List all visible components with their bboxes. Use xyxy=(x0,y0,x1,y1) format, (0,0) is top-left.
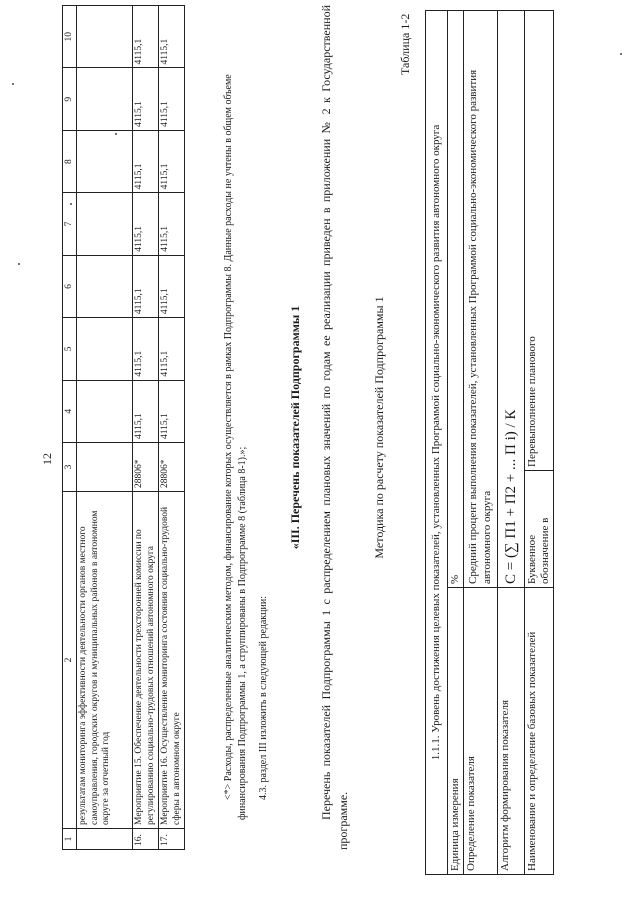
scan-speck xyxy=(70,203,72,205)
row-value: % xyxy=(448,11,464,588)
header-cell: 10 xyxy=(63,6,77,68)
row-description: Мероприятие 15. Обеспечение деятельности трехсторонней комиссии по регулированию социально-трудовых отношений автономного округа xyxy=(133,492,159,829)
row-value: Буквенное обозначение в xyxy=(524,471,553,588)
row-number: 16. xyxy=(133,829,159,850)
header-cell: 7 xyxy=(63,193,77,255)
header-cell: 2 xyxy=(63,492,77,829)
row-value: 4115,1 xyxy=(133,6,159,68)
row-value: 4115,1 xyxy=(159,6,185,68)
table-row xyxy=(426,11,448,875)
table-row xyxy=(524,11,553,875)
header-cell: 5 xyxy=(63,318,77,380)
table-row xyxy=(133,6,159,850)
intro-paragraph: Перечень показателей Подпрограммы 1 с распределением плановых значений по годам ее реализации приведен в приложении № 2 к Государственной программе. xyxy=(319,5,351,850)
header-cell: 8 xyxy=(63,130,77,192)
row-value: 4115,1 xyxy=(159,318,185,380)
section-title: «III. Перечень показателей Подпрограммы 1 xyxy=(288,305,302,550)
row-total: 28806* xyxy=(159,443,185,492)
row-label: Единица измерения xyxy=(448,588,464,875)
row-description: Мероприятие 16. Осуществление мониторинга состояния социально-трудовой сферы в автономном округе xyxy=(159,492,185,829)
indicator-table xyxy=(425,10,554,875)
header-cell: 3 xyxy=(63,443,77,492)
table-row xyxy=(448,11,464,875)
formula: C = (∑ П1 + П2 + ... П i) / К xyxy=(497,11,524,588)
row-label: Определение показателя xyxy=(464,588,497,875)
table-row xyxy=(497,11,524,875)
scan-speck xyxy=(12,83,14,85)
indicator-title: 1.1.1. Уровень достижения целевых показателей, установленных Программой социально-экономического развития автономного округа xyxy=(426,11,448,875)
footnote: <*> Расходы, распределенные аналитическим методом, финансирование которых осуществляется в рамках Подпрограммы 8. Данные расходы не учтены в общем объеме финансирования Подпрограммы 1, а сгруппированы в Подпрограмме 8 (таблица 8-1).»; xyxy=(223,74,248,820)
header-cell: 1 xyxy=(63,829,77,850)
header-cell: 9 xyxy=(63,68,77,130)
table-row xyxy=(159,6,185,850)
row-value: 4115,1 xyxy=(133,255,159,317)
scan-speck xyxy=(115,133,117,135)
row-label: Алгоритм формирования показателя xyxy=(497,588,524,875)
row-description: результатам мониторинга эффективности деятельности органов местного самоуправления, городских округов и муниципальных районов в автономном округе за отчетный год xyxy=(77,492,133,829)
row-value: 4115,1 xyxy=(133,130,159,192)
methodology-title: Методика по расчету показателей Подпрограммы 1 xyxy=(372,296,386,559)
financing-table xyxy=(62,5,185,850)
row-value: 4115,1 xyxy=(133,68,159,130)
scan-speck xyxy=(18,263,20,265)
row-number: 17. xyxy=(159,829,185,850)
table-row xyxy=(464,11,497,875)
table-header-row xyxy=(63,6,77,850)
row-value: 4115,1 xyxy=(133,193,159,255)
row-value: 4115,1 xyxy=(159,193,185,255)
row-value: Средний процент выполнения показателей, установленных Программой социально-экономического развития автономного округа xyxy=(464,11,497,588)
header-cell: 4 xyxy=(63,380,77,442)
row-value: 4115,1 xyxy=(159,255,185,317)
row-value: Перевыполнение планового xyxy=(524,11,553,471)
scan-speck xyxy=(620,53,622,55)
row-value: 4115,1 xyxy=(133,318,159,380)
table-label: Таблица 1-2 xyxy=(398,13,412,75)
row-label: Наименование и определение базовых показателей xyxy=(524,588,553,875)
row-total: 28806* xyxy=(133,443,159,492)
row-value: 4115,1 xyxy=(133,380,159,442)
row-value: 4115,1 xyxy=(159,380,185,442)
row-value: 4115,1 xyxy=(159,68,185,130)
header-cell: 6 xyxy=(63,255,77,317)
row-value: 4115,1 xyxy=(159,130,185,192)
page-number: 12 xyxy=(40,453,54,465)
amendment-item: 4.3. раздел III изложить в следующей редакции: xyxy=(258,596,269,800)
table-row xyxy=(77,6,133,850)
